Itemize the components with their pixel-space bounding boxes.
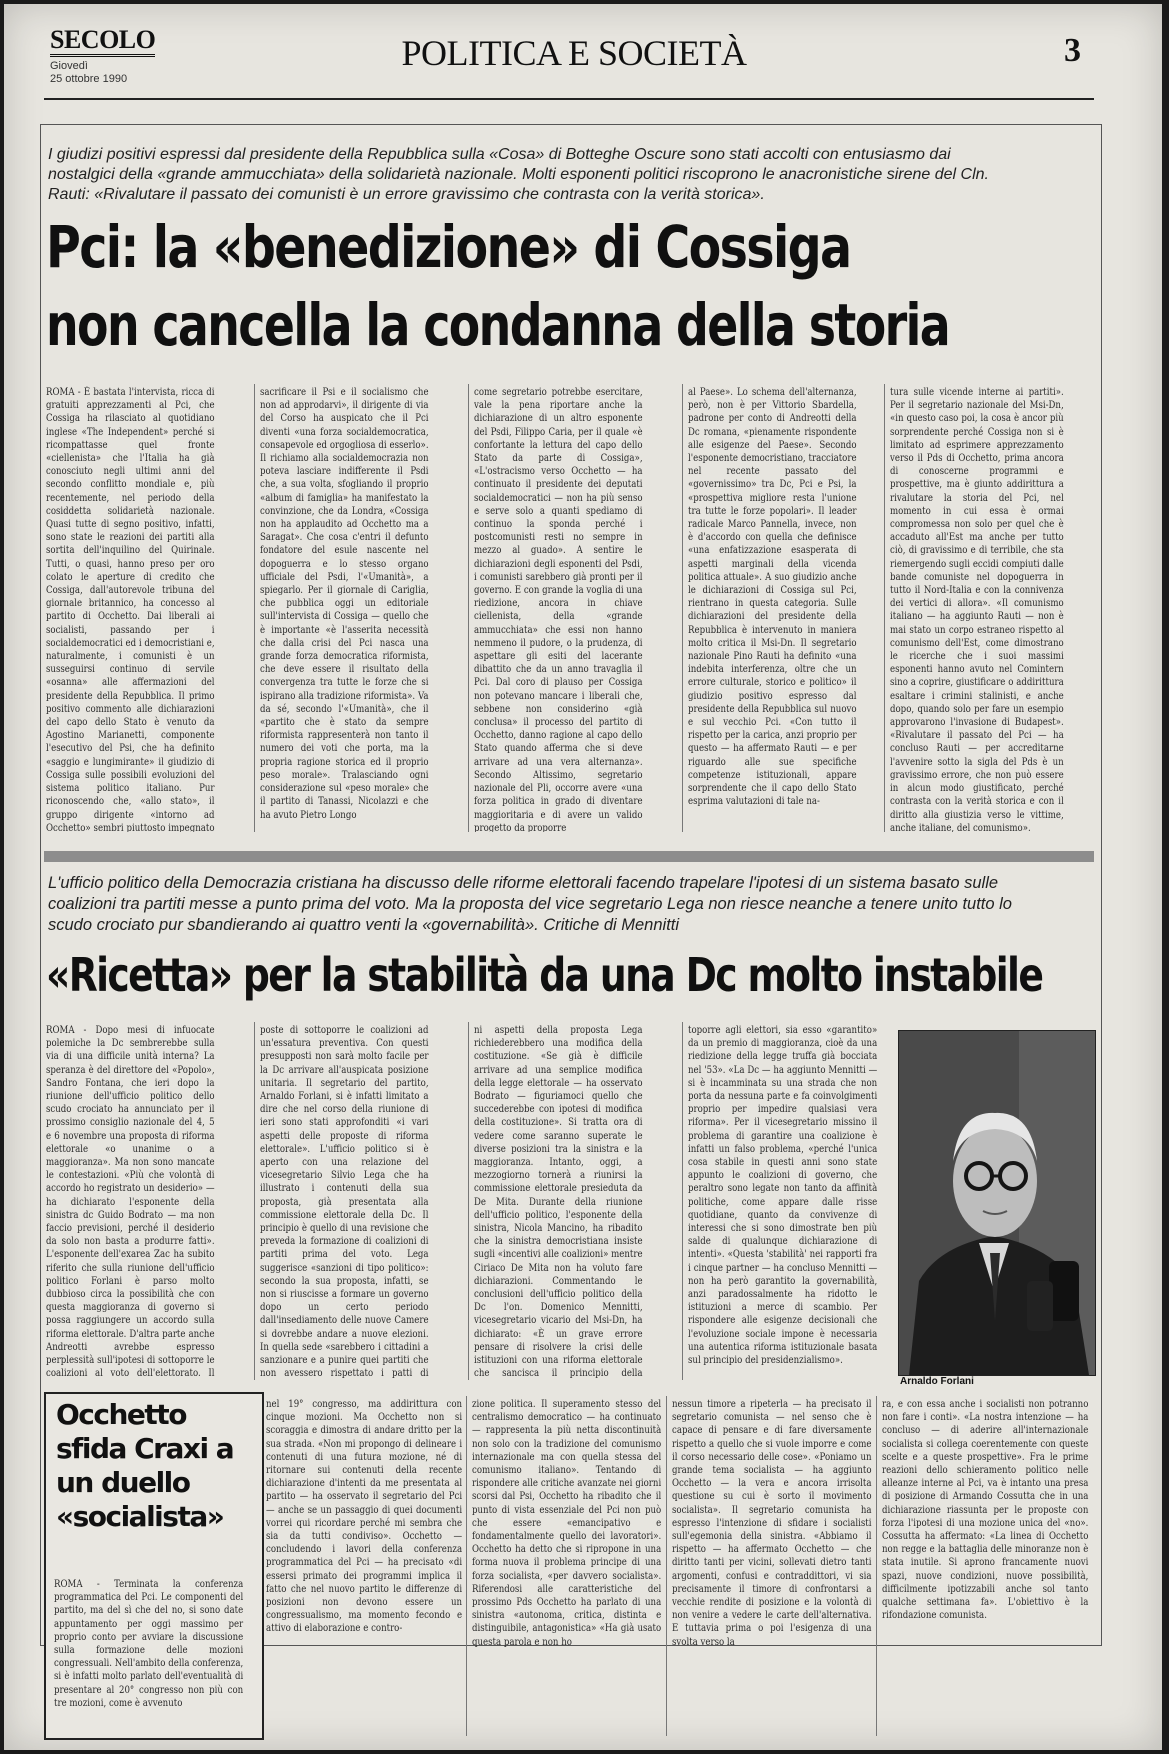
column-divider: [682, 1022, 683, 1380]
article2-column-3: ni aspetti della proposta Lega richiederebbero una modifica della costituzione. «Se già è difficile arrivare ad una semplice modifica della legge elettorale — ha osservato Bodrato — figuriamoci quello che succederebbe con ipotesi di modifica della costituzione». Si tratta ora di vedere come saranno superate le diverse posizioni tra la sinistra e la maggioranza. Intanto, oggi, a mezzogiorno tornerà a riunirsi la commissione elettorale presieduta da De Mita. Durante della riunione dell'ufficio politico, l'esponente della sinistra, Nicola Mancino, ha ribadito che la sinistra democristiana insiste sugli «incentivi alle coalizioni» mentre Ciriaco De Mita non ha voluto fare dichiarazioni. Commentando le conclusioni dell'ufficio politico della Dc l'on. Domenico Mennitti, vicesegretario vicario del Msi-Dn, ha dichiarato: «È un grave errore pensare di risolvere la crisi delle istituzioni con una riforma elettorale che sancisca il principio della: [474, 1025, 643, 1380]
article1-headline-line1: Pci: la «benedizione» di Cossiga: [46, 213, 851, 281]
column-divider: [884, 384, 885, 832]
column-divider: [468, 1022, 469, 1380]
dateline-date: 25 ottobre 1990: [50, 73, 128, 85]
article1-column-4: al Paese». Lo schema dell'alternanza, però, non è per Vittorio Sbardella, padrone per conto di Andreotti della Dc romana, «pienamente rispondente alle esigenze del Paese». Secondo l'esponente democristiano, tracciatore nel recente passato del «governissimo» tra Dc, Pci e Psi, la «prospettiva migliore resta l'unione tra tutte le forze popolari». Il leader radicale Marco Pannella, invece, non è d'accordo con quella che definisce «una enfatizzazione esasperata di aspetti marginali della vicenda politica attuale». A suo giudizio anche le dichiarazioni di Cossiga sul Pci, rientrano in questa categoria. Sulle dichiarazioni del presidente della Repubblica è intervenuto in maniera molto critica il Msi-Dn. Il segretario nazionale Pino Rauti ha definito «una indebita interferenza, oltre che un errore culturale, storico e politico» il giudizio positivo espresso dal presidente della Repubblica sul nuovo e sul vecchio Pci. «Con tutto il rispetto per la carica, anzi proprio per questo — ha affermato Rauti — e per riguardo alle sue specifiche competenze istituzionali, appare sorprendente che il capo dello Stato esprima valutazioni di tale na-: [688, 387, 857, 808]
masthead: [44, 22, 1094, 96]
newspaper-logo: SECOLO: [50, 26, 155, 57]
column-divider: [254, 384, 255, 832]
article1-column-3: come segretario potrebbe esercitare, vale la pena riportare anche la dichiarazione di un altro esponente del Psdi, Filippo Caria, per il quale «è confortante la lettura del capo dello Stato da parte di Cossiga», «L'ostracismo verso Occhetto — ha continuato il presidente dei deputati socialdemocratici — non ha più senso e serve solo a quanti spediamo di continuo la sponda perché i postcomunisti resti no sempre in mezzo al guado». A sentire le dichiarazioni degli esponenti del Psdi, i comunisti sarebbero già pronti per il governo. E con grande la voglia di una riedizione, ancora in chiave ciellenista, della «grande ammucchiata» che essi non hanno nemmeno il pudore, o la prudenza, di aspettare gli esiti del lacerante dibattito che da un anno travaglia il Pci. Dal coro di plauso per Cossiga non potevano mancare i liberali che, sebbene non considerino «già conclusa» il processo del partito di Occhetto, danno ragione al capo dello Stato quando afferma che si deve arrivare ad una vera alternanza». Secondo Altissimo, segretario nazionale del Pli, occorre avere «una forza politica in grado di diventare maggioritaria e di avere un valido progetto da proporre: [474, 387, 643, 832]
article3-column-2: nel 19° congresso, ma addirittura con cinque mozioni. Ma Occhetto non si scoraggia e dimostra di andare dritto per la sua strada. «Non mi propongo di delineare i contenuti di una futura mozione, né di ritornare sui contenuti della recente dichiarazione d'intenti da me presentata al partito — ha osservato il segretario del Pci — anche se un passaggio di quei documenti vorrei qui ricordare perché mi sembra che sia da tutti condiviso». Occhetto — concludendo i lavori della conferenza programmatica del Pci — ha precisato «di essersi primato dei programmi implica il fatto che nel nuovo partito le differenze di posizioni non devono essere un congressualismo, ma momento fecondo e attivo di elaborazione e contro-: [266, 1399, 463, 1635]
article2-column-4: toporre agli elettori, sia esso «garantito» da un premio di maggioranza, cioè da una riedizione della legge truffa già bocciata nel '53». «La Dc — ha aggiunto Mennitti — si è incamminata su una strada che non porta da nessuna parte e fa coinvolgimenti proprio per impedire qualsiasi vera riforma». Per il vicesegretario missino il problema di garantire una coalizione è infatti un falso problema, «perché l'unica cosa stabile in questi anni sono state appunto le coalizioni di governo, che peraltro sono legate non tanto da affinità politiche, come appare dalle risse quotidiane, quanto da convivenze di interessi che si sono dimostrate ben più salde di qualunque dichiarazione di intenti». «Questa 'stabilità' nei rapporti fra i cinque partner — ha concluso Mennitti — non ha però garantito la governabilità, anzi paradossalmente ha ridotto le istituzioni a merce di scambio. Per rispondere alle esigenze decisionali che l'evoluzione sociale impone è necessaria una autentica riforma istituzionale basata sul principio del presidenzialismo».: [688, 1025, 878, 1367]
article3-column-1: ROMA - Terminata la conferenza programmatica del Pci. Le componenti del partito, ma del sì che del no, si sono date appuntamento per oggi massimo per proprio conto per avviare la discussione sulla formazione delle mozioni congressuali. Nell'ambito della conferenza, si è infatti molto parlato dell'eventualità di presentare al 20° congresso non più con tre mozioni, come è avvenuto: [54, 1579, 244, 1709]
section-title: POLITICA E SOCIETÀ: [401, 33, 747, 73]
article2-column-2: poste di sottoporre le coalizioni ad un'essatura preventiva. Con questi presupposti non sarà molto facile per la Dc arrivare all'auspicata posizione unitaria. Il segretario del partito, Arnaldo Forlani, si è infatti limitato a dire che nel corso della riunione di ieri sono stati approfonditi «i vari aspetti delle proposte di riforma elettorale». L'ufficio politico si è aperto con una relazione del vicesegretario Silvio Lega che ha illustrato i contenuti della sua proposta, già presentata alla commissione elettorale della Dc. Il principio è quello di una revisione che preveda la formazione di coalizioni di partiti prima del voto. Lega suggerisce «sanzioni di tipo politico»: secondo la sua proposta, infatti, se non si riuscisse a formare un governo dopo un certo periodo dall'insediamento delle nuove Camere si dovrebbe andare a nuove elezioni. In quella sede «sarebbero i cittadini a sanzionare e a punire quei partiti che non avessero rispettato i patti di: [260, 1025, 429, 1380]
column-divider: [468, 384, 469, 832]
article1-column-2: sacrificare il Psi e il socialismo che non ad approdarvi», il dirigente di via del Corso ha auspicato che il Pci diventi «una forza socialdemocratica, consapevole ed orgogliosa di esserlo». Il richiamo alla socialdemocrazia non poteva lasciare indifferente il Psdi che, a sua volta, sfogliando il proprio «album di famiglia» ha manifestato la convinzione, che da Londra, «Cossiga non ha applaudito ad Occhetto ma a Saragat». Che cosa c'entri il defunto fondatore del esule nascente nel dopoguerra e lo stesso organo ufficiale del Psdi, l'«Umanità», a spiegarlo. Per il giornale di Cariglia, che pubblica oggi un editoriale sull'intervista di Cossiga — quello che è importante «è l'asserita necessità che dalla crisi del Pci nasca una grande forza democratica riformista, che deve essere il risultato della convergenza tra tutte le forze che si ispirano alla tradizione riformista». Va da sé, secondo l'«Umanità», che il «partito che è stato da sempre riformista rappresenterà non tanto il numero dei voti che porta, ma la propria ragione storica ed il proprio peso morale». Tralasciando ogni considerazione sul «peso morale» che il partito di Tanassi, Nicolazzi e che ha avuto Pietro Longo: [260, 387, 429, 821]
page-number: 3: [1064, 32, 1081, 69]
article1-column-1: ROMA - È bastata l'intervista, ricca di gratuiti apprezzamenti al Pci, che Cossiga ha rilasciato al quotidiano inglese «The Independent» perché si ricompattasse quel fronte «ciellenista» che l'Italia ha già conosciuto negli ultimi anni del secondo conflitto mondiale e, più recentemente, nel periodo della cosiddetta solidarietà nazionale. Quasi tutte di segno positivo, infatti, sono state le reazioni dei partiti alla sortita dell'inquilino del Quirinale. Tutti, o quasi, hanno preso per oro colato le aperture di credito che Cossiga, dall'autorevole tribuna del giornale britannico, ha concesso al partito di Occhetto. Dai liberali ai socialisti, passando per i socialdemocratici ed i democristiani e, naturalmente, i comunisti è un susseguirsi continuo di servile «osanna» alle affermazioni del presidente della Repubblica. Il primo positivo commento alle dichiarazioni del capo dello Stato è venuto da Agostino Marianetti, componente l'esecutivo del Psi, che ha definito «saggio e lungimirante» il giudizio di Cossiga sulle possibili evoluzioni del sistema politico italiano. Pur riconoscendo che, «allo stato», il gruppo dirigente «intorno ad Occhetto» sembri piuttosto impegnato: [46, 387, 215, 832]
dateline-day: Giovedì: [50, 60, 88, 72]
photo-caption: Arnaldo Forlani: [900, 1376, 974, 1387]
article1-kicker: I giudizi positivi espressi dal presidente della Repubblica sulla «Cosa» di Botteghe Oscure sono stati accolti con entusiasmo dai nostalgici della «grande ammucchiata» della solidarietà nazionale. Molti esponenti politici riscoprono le anacronistiche sirene del Cln. Rauti: «Rivalutare il passato dei comunisti è un errore gravissimo che contrasta con la verità storica».: [48, 146, 989, 203]
column-divider: [876, 1396, 877, 1736]
article1-column-5: tura sulle vicende interne ai partiti». Per il segretario nazionale del Msi-Dn, «in questo caso poi, la cosa è ancor più sorprendente perché Cossiga non si è limitato ad esprimere apprezzamento verso il Pds di Occhetto, prima ancora di conoscerne programmi e prospettive, ma è giunto addirittura a rivalutare la storia del Pci, nel momento in cui essa è ormai compromessa non solo per quel che è accaduto all'Est ma anche per tutto ciò, di gravissimo e di terribile, che sta riemergendo sugli eccidi compiuti dalle bande comuniste nel dopoguerra in tutto il Nord-Italia e con la connivenza dei vertici di allora». «Il comunismo italiano — ha aggiunto Rauti — non è mai stato un corpo estraneo rispetto al comunismo dell'Est, come dimostrano le ricerche che i suoi massimi esponenti hanno avuto nel Comintern sino a coprire, giustificare o addirittura esaltare i crimini stalinisti, e anche dopo, quando solo per fare un esempio approvarono l'invasione di Budapest». «Rivalutare il passato del Pci — ha concluso Rauti — per accreditarne l'avvenire sotto la sigla del Pds è un gravissimo errore, che non può essere in alcun modo giustificato, perché contrasta con la verità storica e con il diritto alla giustizia verso le vittime, anche italiane, del comunismo».: [890, 387, 1064, 832]
dateline: [50, 60, 127, 86]
article3-column-5: ra, e con essa anche i socialisti non potranno non fare i conti». «La nostra intenzione — ha concluso — di aderire all'internazionale socialista si collega coerentemente con queste scelte e a queste prospettive». Fra le prime reazioni dello schieramento politico nelle alleanze interne al Pci, va è intanto una presa di posizione di Armando Cossutta che in una dichiarazione riassunta per le proposte con forza l'ipotesi di una mozione unica del «no». Cossutta ha affermato: «La linea di Occhetto non regge e la battaglia delle minoranze non è stata inutile. Si aprono francamente nuovi spazi, nuove condizioni, nuove possibilità, difficilmente ipotizzabili anche sol tanto qualche settimana fa». L'obiettivo è la rifondazione comunista.: [882, 1399, 1089, 1622]
article3-column-4: nessun timore a ripeterla — ha precisato il segretario comunista — nel senso che è capace di pensare e di fare diversamente rispetto a quello che si vuole imporre e come il corso necessario delle cose». «Poniamo un grande tema socialista — ha aggiunto Occhetto — la vera e ancora irrisolta questione su cui è sorto il movimento socialista». Il segretario comunista ha espresso l'intenzione di sfidare i socialisti sull'egemonia della sinistra. «Abbiamo il rispetto — ha affermato Occhetto — che diritto tanti per vicini, sollevati dietro tanti argomenti, confusi e contraddittori, vi sia precisamente il timore di confrontarsi a vecchie rendite di posizione e la volontà di non venire a vedere le carte dell'alternativa. E tuttavia prima o poi l'esigenza di una svolta verso la: [672, 1399, 872, 1648]
column-divider: [682, 384, 683, 832]
article2-headline: «Ricetta» per la stabilità da una Dc molto instabile: [46, 948, 1043, 1002]
portrait-photo: [898, 1030, 1096, 1376]
article1-headline-line2: non cancella la condanna della storia: [46, 291, 950, 359]
column-divider: [254, 1022, 255, 1380]
column-divider: [666, 1396, 667, 1736]
article2-kicker: L'ufficio politico della Democrazia cristiana ha discusso delle riforme elettorali facendo trapelare l'ipotesi di un sistema basato sulle coalizioni tra partiti messe a punto prima del voto. Ma la proposta del vice segretario Lega non riesce neanche a tenere unito tutto lo scudo crociato pur sbandierando ai quattro venti la «governabilità». Critiche di Mennitti: [48, 874, 1012, 934]
section-separator-band: [44, 851, 1094, 862]
article3-headline: Occhetto sfida Craxi a un duello «socialista»: [56, 1398, 234, 1533]
masthead-rule: [44, 98, 1094, 100]
portrait-illustration: [899, 1031, 1095, 1375]
column-divider: [466, 1396, 467, 1736]
article2-column-1: ROMA - Dopo mesi di infuocate polemiche la Dc sembrerebbe sulla via di una difficile unità interna? La speranza è del direttore del «Popolo», Sandro Fontana, che ieri dopo la riunione dell'ufficio politico dello scudo crociato ha annunciato per il prossimo consiglio nazionale del 4, 5 e 6 novembre una proposta di riforma elettorale «o unanime o a maggioranza». Ma non sono mancate le contestazioni. «Più che volontà di accordo ho registrato un desiderio» — ha dichiarato l'esponente della sinistra dc Guido Bodrato — ma non faccio previsioni, perché il desiderio da solo non basta a produrre fatti». L'esponente dell'exarea Zac ha subito riferito che sulla riunione dell'ufficio politico Forlani è parso molto dubbioso circa la possibilità che con questa maggioranza di governo si possa raggiungere un accordo sulla riforma elettorale. D'altra parte anche Andreotti avrebbe espresso perplessità sull'ipotesi di sottoporre le coalizioni al voto dell'elettorato. Il: [46, 1025, 215, 1380]
newspaper-page: [4, 4, 1162, 1750]
article3-column-3: zione politica. Il superamento stesso del centralismo democratico — ha continuato — rappresenta la più netta discontinuità non solo con la tradizione del comunismo internazionale ma con quella stessa del comunismo italiano». Tentando di rispondere alle critiche avanzate nei giorni scorsi dal Psi, Occhetto ha ribadito che il punto di vista essenziale del Pci non può che essere «emancipativo e fondamentalmente quello dei lavoratori». Occhetto ha detto che si ripropone in una forma nuova il problema principe di una forza socialista, «per davvero socialista». Riferendosi alle caratteristiche del prossimo Pds Occhetto ha parlato di una sinistra «autonoma, critica, distinta e distinguibile, antagonistica» «Ha già usato questa parola e non ho: [472, 1399, 662, 1648]
